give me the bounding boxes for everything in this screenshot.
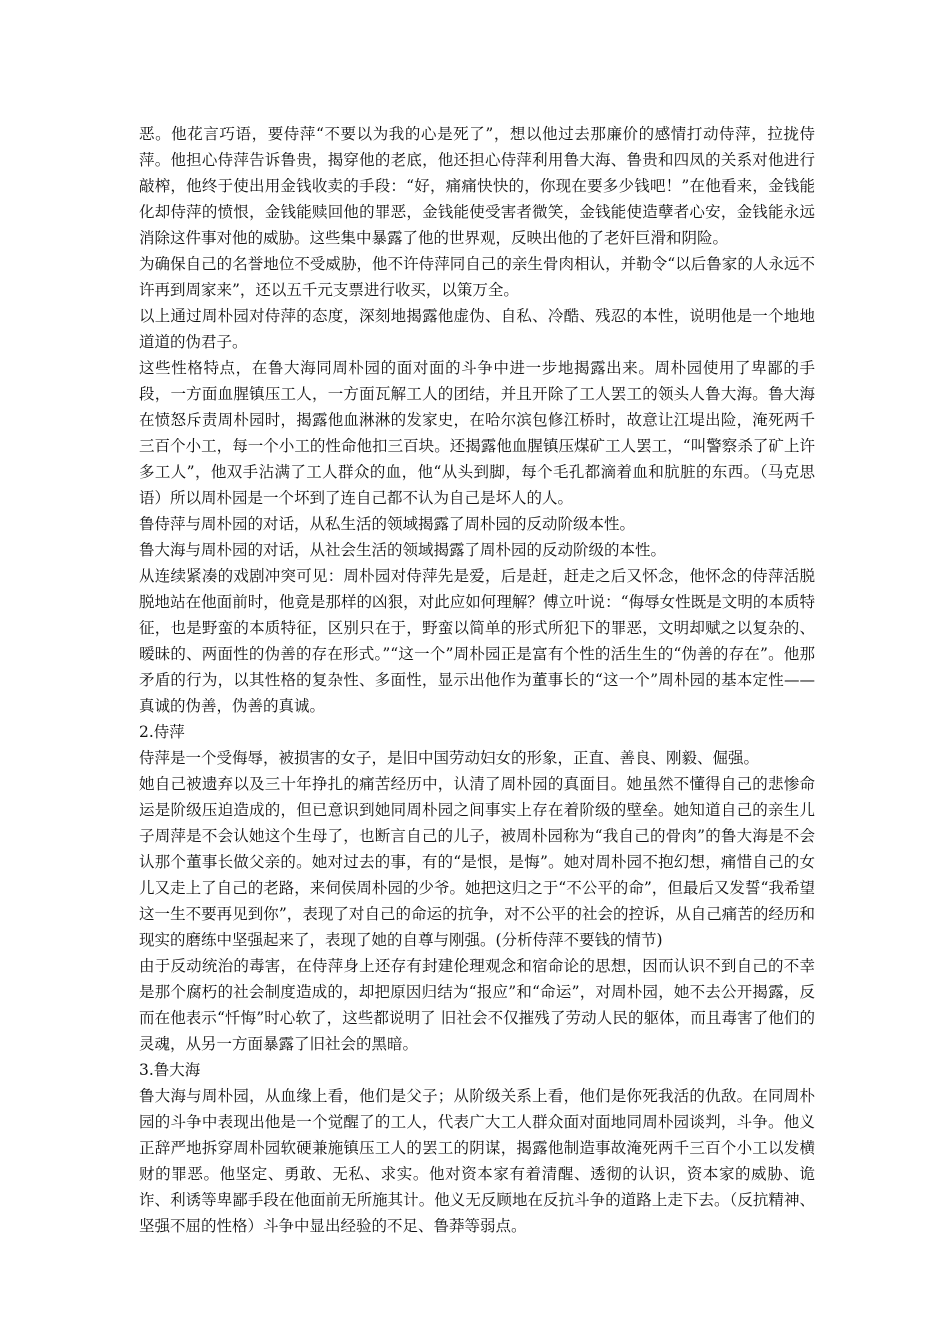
paragraph-shiping-intro: 侍萍是一个受侮辱，被损害的女子，是旧中国劳动妇女的形象，正直、善良、刚毅、倔强。 xyxy=(139,749,760,767)
section-heading-dahai: 3.鲁大海 xyxy=(139,1061,201,1079)
paragraph-zhou-reputation: 为确保自己的名誉地位不受威胁，他不许侍萍同自己的亲生骨肉相认，并勒令“以后鲁家的人永远不许再到周家来”，还以五千元支票进行收买，以策万全。 xyxy=(139,255,815,299)
paragraph-shiping-experience: 她自己被遗弃以及三十年挣扎的痛苦经历中，认清了周朴园的真面目。她虽然不懂得自己的悲惨命运是阶级压迫造成的，但已意识到她同周朴园之间事实上存在着阶级的壁垒。她知道自己的亲生儿子周萍是不会认她这个生母了，也断言自己的儿子，被周朴园称为“我自己的骨肉”的鲁大海是不会认那个董事长做父亲的。她对过去的事，有的“是恨，是悔”。她对周朴园不抱幻想，痛惜自己的女儿又走上了自己的老路，来伺侯周朴园的少爷。她把这归之于“不公平的命”，但最后又发誓“我希望这一生不要再见到你”，表现了对自己的命运的抗争，对不公平的社会的控诉，从自己痛苦的经历和现实的磨练中坚强起来了，表现了她的自尊与刚强。(分析侍萍不要钱的情节) xyxy=(139,775,815,949)
paragraph-shiping-dialogue: 鲁侍萍与周朴园的对话，从私生活的领域揭露了周朴园的反动阶级本性。 xyxy=(139,515,636,533)
paragraph-dahai-dialogue: 鲁大海与周朴园的对话，从社会生活的领域揭露了周朴园的反动阶级的本性。 xyxy=(139,541,667,559)
paragraph-zhou-bribery: 恶。他花言巧语，要侍萍“不要以为我的心是死了”，想以他过去那廉价的感情打动侍萍，拉拢侍萍。他担心侍萍告诉鲁贵，揭穿他的老底，他还担心侍萍利用鲁大海、鲁贵和四凤的关系对他进行敲榨，他终于使出用金钱收卖的手段：“好，痛痛快快的，你现在要多少钱吧！”在他看来，金钱能化却侍萍的愤恨，金钱能赎回他的罪恶，金钱能使受害者微笑，金钱能使造孽者心安，金钱能永远消除这件事对他的威胁。这些集中暴露了他的世界观，反映出他的了老奸巨滑和阴险。 xyxy=(139,125,815,247)
document-body xyxy=(139,121,815,1239)
paragraph-zhou-dahai-struggle: 这些性格特点，在鲁大海同周朴园的面对面的斗争中进一步地揭露出来。周朴园使用了卑鄙的手段，一方面血腥镇压工人，一方面瓦解工人的团结，并且开除了工人罢工的领头人鲁大海。鲁大海在愤怒斥责周朴园时，揭露他血淋淋的发家史，在哈尔滨包修江桥时，故意让江堤出险，淹死两千三百个小工，每一个小工的性命他扣三百块。还揭露他血腥镇压煤矿工人罢工，“叫警察杀了矿上许多工人”，他双手沾满了工人群众的血，他“从头到脚，每个毛孔都滴着血和肮脏的东西。（马克思语）所以周朴园是一个坏到了连自己都不认为自己是坏人的人。 xyxy=(139,359,815,507)
paragraph-shiping-limitations: 由于反动统治的毒害，在侍萍身上还存有封建伦理观念和宿命论的思想，因而认识不到自己的不幸是那个腐朽的社会制度造成的，却把原因归结为“报应”和“命运”，对周朴园，她不去公开揭露，反而在他表示“忏悔”时心软了，这些都说明了 旧社会不仅摧残了劳动人民的躯体，而且毒害了他们的灵魂，从另一方面暴露了旧社会的黑暗。 xyxy=(139,957,815,1053)
paragraph-zhou-summary: 以上通过周朴园对侍萍的态度，深刻地揭露他虚伪、自私、冷酷、残忍的本性，说明他是一个地地道道的伪君子。 xyxy=(139,307,815,351)
paragraph-dramatic-conflict: 从连续紧凑的戏剧冲突可见：周朴园对侍萍先是爱，后是赶，赶走之后又怀念，他怀念的侍萍活脱脱地站在他面前时，他竟是那样的凶狠，对此应如何理解？傅立叶说：“侮辱女性既是文明的本质特征，也是野蛮的本质特征，区别只在于，野蛮以简单的形式所犯下的罪恶，文明却赋之以复杂的、暧昧的、两面性的伪善的存在形式。”“这一个”周朴园正是富有个性的活生生的“伪善的存在”。他那矛盾的行为，以其性格的复杂性、多面性，显示出他作为董事长的“这一个”周朴园的基本定性——真诚的伪善，伪善的真诚。 xyxy=(139,567,815,715)
paragraph-dahai-analysis: 鲁大海与周朴园，从血缘上看，他们是父子；从阶级关系上看，他们是你死我活的仇敌。在同周朴园的斗争中表现出他是一个觉醒了的工人，代表广大工人群众面对面地同周朴园谈判，斗争。他义正辞严地拆穿周朴园软硬兼施镇压工人的罢工的阴谋，揭露他制造事故淹死两千三百个小工以发横财的罪恶。他坚定、勇敢、无私、求实。他对资本家有着清醒、透彻的认识，资本家的威胁、诡诈、利诱等卑鄙手段在他面前无所施其计。他义无反顾地在反抗斗争的道路上走下去。（反抗精神、坚强不屈的性格）斗争中显出经验的不足、鲁莽等弱点。 xyxy=(139,1087,815,1235)
section-heading-shiping: 2.侍萍 xyxy=(139,723,185,741)
